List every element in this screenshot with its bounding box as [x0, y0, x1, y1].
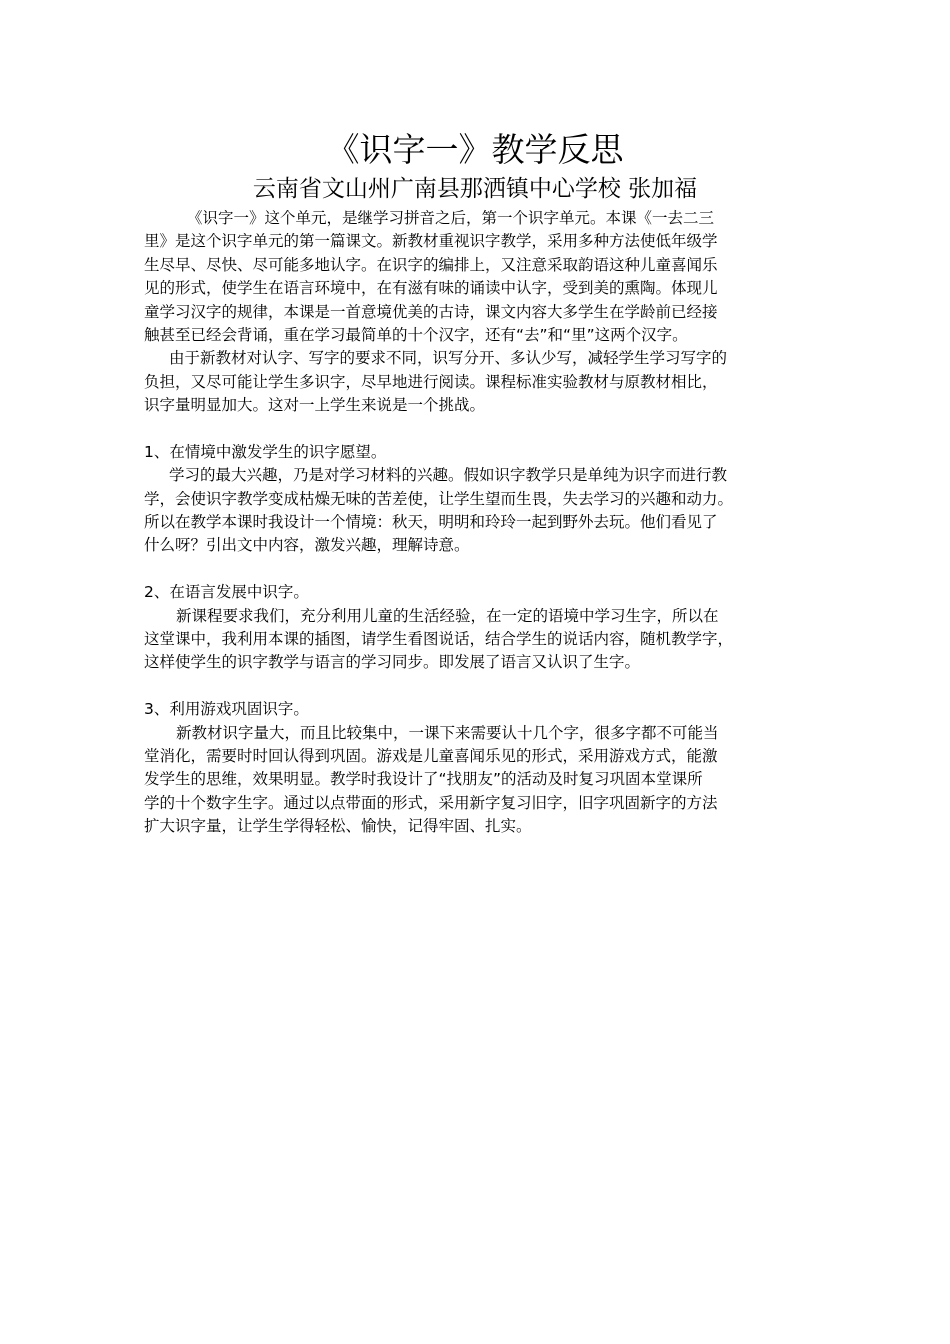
paragraph-line: 生尽早、尽快、尽可能多地认字。在识字的编排上，又注意采取韵语这种儿童喜闻乐 — [144, 255, 718, 274]
paragraph-line: 新课程要求我们，充分利用儿童的生活经验，在一定的语境中学习生字，所以在 — [176, 606, 719, 625]
paragraph-line: 新教材识字量大，而且比较集中，一课下来需要认十几个字，很多字都不可能当 — [176, 723, 719, 742]
paragraph-line: 识字量明显加大。这对一上学生来说是一个挑战。 — [144, 396, 486, 415]
section-heading: 2、在语言发展中识字。 — [144, 583, 309, 602]
paragraph-line: 学，会使识字教学变成枯燥无味的苦差使，让学生望而生畏，失去学习的兴趣和动力。 — [144, 489, 734, 508]
paragraph-line: 学的十个数字生字。通过以点带面的形式，采用新字复习旧字，旧字巩固新字的方法 — [144, 793, 718, 812]
section-heading: 3、利用游戏巩固识字。 — [144, 700, 309, 719]
paragraph-line: 什么呀？引出文中内容，激发兴趣，理解诗意。 — [144, 536, 470, 555]
paragraph-line: 由于新教材对认字、写字的要求不同，识写分开、多认少写，减轻学生学习写字的 — [169, 349, 728, 368]
author-line: 云南省文山州广南县那洒镇中心学校 张加福 — [252, 176, 698, 202]
blank-line — [144, 558, 816, 581]
paragraph-line: 触甚至已经会背诵，重在学习最简单的十个汉字，还有“去”和“里”这两个汉字。 — [144, 325, 688, 344]
document-title: 《识字一》教学反思 — [326, 130, 624, 169]
paragraph-line: 堂消化，需要时时回认得到巩固。游戏是儿童喜闻乐见的形式，采用游戏方式，能激 — [144, 746, 718, 765]
paragraph-line: 里》是这个识字单元的第一篇课文。新教材重视识字教学，采用多种方法使低年级学 — [144, 232, 718, 251]
paragraph-line: 童学习汉字的规律，本课是一首意境优美的古诗，课文内容大多学生在学龄前已经接 — [144, 302, 718, 321]
paragraph-line: 负担，又尽可能让学生多识字，尽早地进行阅读。课程标准实验教材与原教材相比， — [144, 372, 718, 391]
paragraph-line: 见的形式，使学生在语言环境中，在有滋有味的诵读中认字，受到美的熏陶。体现儿 — [144, 279, 718, 298]
paragraph-line: 这堂课中，我利用本课的插图，请学生看图说话，结合学生的说话内容，随机教学字， — [144, 630, 734, 649]
paragraph-line: 发学生的思维，效果明显。教学时我设计了“找朋友”的活动及时复习巩固本堂课所 — [144, 770, 703, 789]
paragraph-line: 学习的最大兴趣，乃是对学习材料的兴趣。假如识字教学只是单纯为识字而进行教 — [169, 466, 728, 485]
blank-line — [144, 418, 816, 441]
paragraph-line: 扩大识字量，让学生学得轻松、愉快，记得牢固、扎实。 — [144, 817, 532, 836]
section-heading: 1、在情境中激发学生的识字愿望。 — [144, 442, 387, 461]
paragraph-line: 这样使学生的识字教学与语言的学习同步。即发展了语言又认识了生字。 — [144, 653, 641, 672]
document-body — [144, 207, 816, 839]
blank-line — [144, 675, 816, 698]
paragraph-line: 《识字一》这个单元，是继学习拼音之后，第一个识字单元。本课《一去二三 — [187, 209, 715, 227]
paragraph-line: 所以在教学本课时我设计一个情境：秋天，明明和玲玲一起到野外去玩。他们看见了 — [144, 513, 718, 532]
